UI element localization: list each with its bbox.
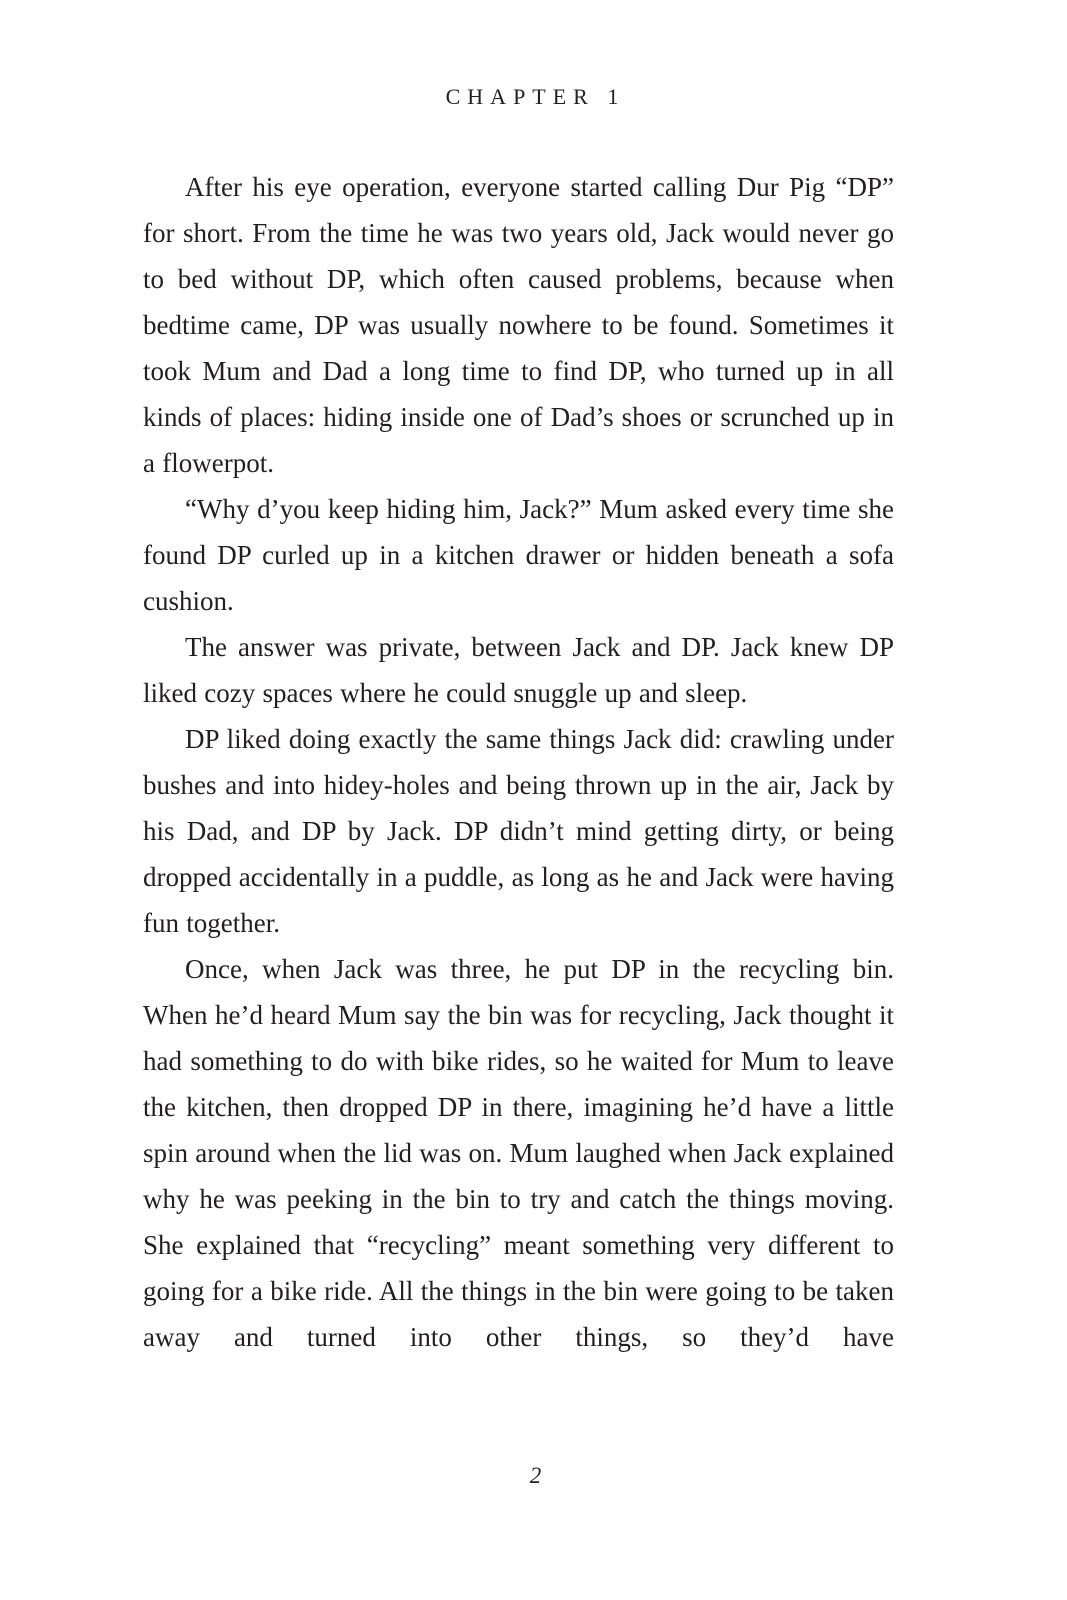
paragraph-1: After his eye operation, everyone started calling Dur Pig “DP” for short. From the time he was two years old, Jack would never go to bed without DP, which often caused problems, because when bedtime came, DP was usually nowhere to be found. Sometimes it took Mum and Dad a long time to find DP, who turned up in all kinds of places: hiding inside one of Dad’s shoes or scrunched up in a flowerpot. [143, 172, 894, 478]
paragraph-4: DP liked doing exactly the same things Jack did: crawling under bushes and into hidey-holes and being thrown up in the air, Jack by his Dad, and DP by Jack. DP didn’t mind getting dirty, or being dropped accidentally in a puddle, as long as he and Jack were having fun together. [143, 724, 894, 938]
paragraph-3: The answer was private, between Jack and DP. Jack knew DP liked cozy spaces where he could snuggle up and sleep. [143, 632, 894, 708]
paragraph-2: “Why d’you keep hiding him, Jack?” Mum asked every time she found DP curled up in a kitchen drawer or hidden beneath a sofa cushion. [143, 494, 894, 616]
body-text [143, 164, 894, 1360]
chapter-heading: CHAPTER 1 [445, 84, 626, 109]
paragraph-5: Once, when Jack was three, he put DP in the recycling bin. When he’d heard Mum say the bin was for recycling, Jack thought it had something to do with bike rides, so he waited for Mum to leave the kitchen, then dropped DP in there, imagining he’d have a little spin around when the lid was on. Mum laughed when Jack explained why he was peeking in the bin to try and catch the things moving. She explained that “recycling” meant something very different to going for a bike ride. All the things in the bin were going to be taken away and turned into other things, so they’d have [143, 954, 894, 1352]
page-number: 2 [529, 1463, 542, 1488]
